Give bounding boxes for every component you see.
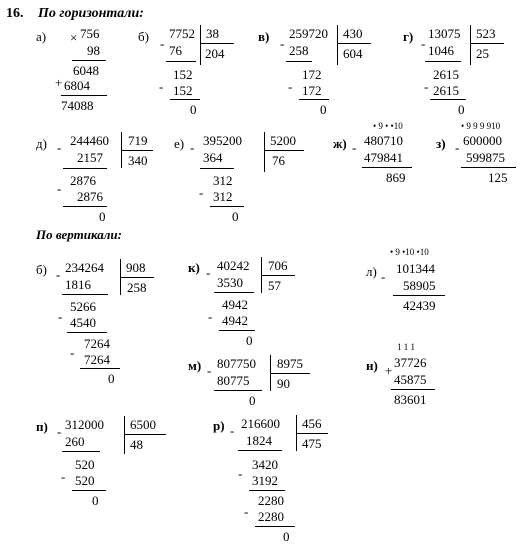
quotient: 475	[302, 436, 322, 451]
minus-sign: -	[206, 265, 211, 280]
subtrahend: 4942	[222, 313, 248, 328]
quotient: 57	[268, 278, 281, 293]
subtrahend: 1816	[65, 277, 91, 292]
subtrahend: 364	[203, 150, 223, 165]
division-bar	[264, 132, 265, 172]
minus-sign: -	[424, 79, 429, 94]
borrow-marks: • 9 •10 •10	[390, 247, 429, 257]
rule-line	[461, 167, 516, 168]
quotient: 258	[127, 280, 147, 295]
dividend: 7752	[169, 26, 195, 41]
rule-line	[214, 292, 254, 293]
dividend: 216600	[241, 416, 280, 431]
minus-sign: -	[381, 269, 386, 284]
section-heading-vertical: По вертикали:	[36, 227, 122, 242]
minus-sign: -	[190, 140, 195, 155]
subtrahend: 599875	[466, 150, 505, 165]
rule-line	[63, 206, 107, 207]
remainder: 0	[108, 371, 115, 386]
minus-sign: -	[57, 181, 62, 196]
example-letter: м)	[188, 358, 202, 373]
minus-sign: -	[61, 469, 66, 484]
division-bar	[124, 416, 125, 454]
subtrahend: 80775	[217, 373, 250, 388]
divisor: 908	[126, 260, 146, 275]
subtrahend: 2280	[258, 509, 284, 524]
remainder: 0	[232, 209, 239, 224]
minus-sign: -	[352, 140, 357, 155]
remainder-step: 2615	[433, 67, 459, 82]
minus-sign: -	[421, 36, 426, 51]
divisor: 8975	[277, 356, 303, 371]
rule-line	[425, 61, 461, 62]
minus-sign: -	[56, 267, 61, 282]
remainder-step: 2280	[258, 493, 284, 508]
example-letter: л)	[366, 264, 377, 279]
quotient: 340	[128, 153, 148, 168]
plus-sign: +	[385, 363, 393, 378]
subtrahend: 1046	[428, 43, 454, 58]
dividend: 395200	[203, 133, 242, 148]
example-letter: б)	[36, 262, 47, 277]
minuend: 600000	[463, 133, 502, 148]
rule-line	[261, 275, 295, 276]
remainder-step: 3420	[252, 457, 278, 472]
difference: 125	[488, 170, 508, 185]
minus-sign: -	[208, 309, 213, 324]
minus-sign: -	[57, 140, 62, 155]
example-letter: к)	[188, 260, 200, 275]
divisor: 456	[302, 416, 322, 431]
example-letter: б)	[138, 29, 149, 44]
minus-sign: -	[57, 424, 62, 439]
rule-line	[120, 277, 154, 278]
divisor: 5200	[270, 133, 296, 148]
divisor: 430	[343, 26, 363, 41]
divisor: 719	[128, 133, 148, 148]
example-letter: р)	[213, 418, 225, 433]
minus-sign: -	[207, 363, 212, 378]
partial-product-2: 6804	[64, 78, 90, 93]
remainder-step: 520	[75, 457, 95, 472]
rule-line	[67, 332, 107, 333]
subtrahend: 260	[65, 434, 85, 449]
rule-line	[249, 490, 285, 491]
subtrahend: 2157	[77, 150, 103, 165]
borrow-marks: • 9 9 9 910	[461, 121, 501, 131]
quotient: 25	[476, 46, 489, 61]
remainder: 0	[190, 102, 197, 117]
subtrahend: 2876	[77, 189, 103, 204]
quotient: 48	[130, 437, 143, 452]
rule-line	[264, 150, 304, 151]
rule-line	[62, 451, 100, 452]
rule-line	[286, 61, 312, 62]
sum: 83601	[394, 392, 427, 407]
subtrahend: 58905	[403, 278, 436, 293]
dividend: 13075	[428, 26, 461, 41]
rule-line	[362, 167, 412, 168]
dividend: 244460	[70, 133, 109, 148]
rule-line	[255, 526, 295, 527]
subtrahend: 520	[75, 473, 95, 488]
subtrahend: 479841	[364, 150, 403, 165]
remainder-step: 172	[302, 67, 322, 82]
subtrahend: 172	[302, 83, 322, 98]
minus-sign: -	[159, 79, 164, 94]
remainder-step: 152	[173, 67, 193, 82]
product-result: 74088	[61, 98, 94, 113]
rule-line	[393, 295, 445, 296]
remainder-step: 4942	[222, 297, 248, 312]
minus-sign: -	[70, 345, 75, 360]
difference: 42439	[403, 298, 436, 313]
rule-line	[210, 206, 244, 207]
rule-line	[62, 294, 108, 295]
subtrahend: 312	[213, 189, 233, 204]
rule-line	[72, 60, 106, 61]
carry-marks: 1 1 1	[397, 342, 415, 352]
divisor: 523	[476, 26, 496, 41]
rule-line	[391, 389, 435, 390]
rule-line	[80, 368, 120, 369]
remainder: 0	[99, 209, 106, 224]
subtrahend: 3530	[217, 275, 243, 290]
quotient: 90	[277, 376, 290, 391]
divisor: 6500	[130, 417, 156, 432]
dividend: 807750	[217, 356, 256, 371]
minus-sign: -	[199, 185, 204, 200]
remainder: 0	[246, 333, 253, 348]
minus-sign: -	[280, 36, 285, 51]
plus-sign: +	[55, 75, 63, 90]
rule-line	[72, 490, 106, 491]
factor-1: 756	[80, 26, 100, 41]
subtrahend: 1824	[246, 433, 272, 448]
addend-2: 45875	[394, 372, 427, 387]
rule-line	[470, 43, 504, 44]
multiply-sign: ×	[70, 30, 78, 45]
divisor: 706	[268, 258, 288, 273]
borrow-marks: • 9 • •10	[373, 121, 403, 131]
minuend: 480710	[364, 133, 403, 148]
rule-line	[214, 390, 262, 391]
rule-line	[299, 99, 329, 100]
quotient: 204	[205, 46, 225, 61]
subtrahend: 7264	[84, 352, 110, 367]
example-letter: з)	[436, 136, 446, 151]
minus-sign: -	[288, 79, 293, 94]
rule-line	[200, 43, 234, 44]
example-letter: п)	[36, 419, 48, 434]
division-bar	[470, 25, 471, 65]
example-letter: г)	[403, 29, 414, 44]
subtrahend: 76	[169, 43, 182, 58]
minus-sign: -	[230, 423, 235, 438]
subtrahend: 258	[289, 43, 309, 58]
subtrahend: 4540	[70, 315, 96, 330]
dividend: 312000	[65, 417, 104, 432]
remainder-step: 312	[213, 173, 233, 188]
dividend: 259720	[289, 26, 328, 41]
example-letter: а)	[36, 29, 47, 44]
subtrahend: 3192	[252, 473, 278, 488]
dividend: 234264	[65, 260, 104, 275]
minus-sign: -	[238, 466, 243, 481]
remainder: 0	[458, 102, 465, 117]
rule-line	[121, 150, 153, 151]
example-letter: ж)	[333, 136, 347, 151]
problem-number: 16.	[6, 6, 24, 21]
remainder: 0	[249, 393, 256, 408]
division-bar	[337, 25, 338, 65]
quotient: 76	[272, 153, 285, 168]
dividend: 40242	[217, 258, 250, 273]
remainder-step: 5266	[70, 299, 96, 314]
rule-line	[296, 433, 328, 434]
remainder-step: 2876	[70, 173, 96, 188]
rule-line	[337, 43, 371, 44]
minus-sign: -	[244, 504, 249, 519]
addend-1: 37726	[394, 355, 427, 370]
remainder: 0	[283, 529, 290, 544]
rule-line	[238, 450, 282, 451]
remainder-step: 7264	[84, 336, 110, 351]
section-heading-horizontal: По горизонтали:	[38, 6, 144, 21]
division-bar	[200, 25, 201, 65]
rule-line	[270, 373, 310, 374]
example-letter: в)	[258, 29, 270, 44]
remainder: 0	[320, 102, 327, 117]
rule-line	[63, 168, 107, 169]
divisor: 38	[206, 26, 219, 41]
example-letter: е)	[174, 136, 185, 151]
minus-sign: -	[58, 309, 63, 324]
quotient: 604	[343, 46, 363, 61]
example-letter: н)	[366, 358, 378, 373]
rule-line	[430, 99, 466, 100]
subtrahend: 2615	[433, 83, 459, 98]
remainder: 0	[92, 493, 99, 508]
rule-line	[61, 95, 107, 96]
rule-line	[219, 330, 255, 331]
partial-product-1: 6048	[73, 63, 99, 78]
minus-sign: -	[455, 140, 460, 155]
rule-line	[166, 61, 196, 62]
difference: 869	[386, 170, 406, 185]
minuend: 101344	[396, 261, 435, 276]
factor-2: 98	[87, 43, 100, 58]
rule-line	[170, 99, 200, 100]
rule-line	[200, 168, 234, 169]
subtrahend: 152	[173, 83, 193, 98]
example-letter: д)	[36, 136, 47, 151]
rule-line	[124, 434, 166, 435]
minus-sign: -	[160, 36, 165, 51]
